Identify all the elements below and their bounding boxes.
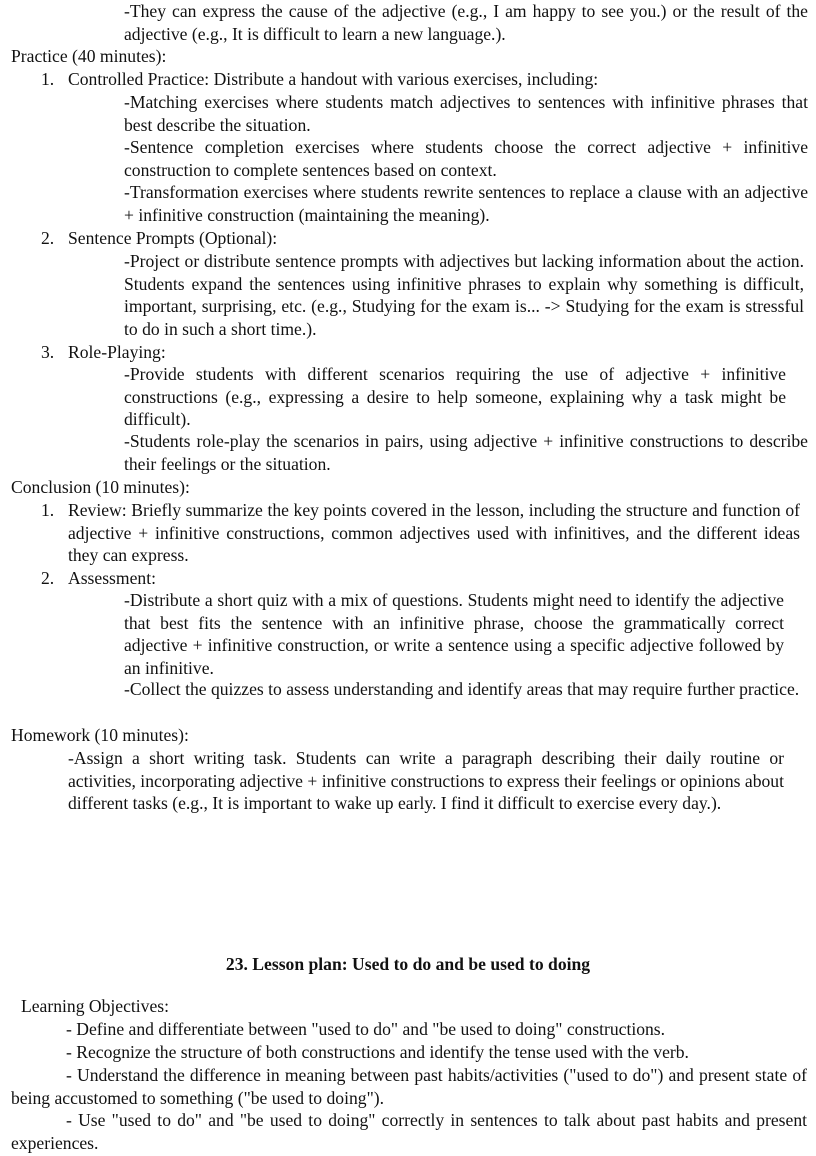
lesson-title: 23. Lesson plan: Used to do and be used to doing bbox=[225, 954, 591, 974]
conclusion-item-2-sub-1: -Distribute a short quiz with a mix of questions. Students might need to identify the adjective that best fits the sentence with an infinitive phrase, choose the grammatically correct adjective + infinitive construction, or write a sentence using a specific adjective followed by an infinitive. bbox=[124, 590, 784, 678]
practice-item-1-sub-1: -Matching exercises where students match adjectives to sentences with infinitive phrases that best describe the situation. bbox=[124, 92, 808, 135]
practice-item-2-number: 2. bbox=[41, 228, 55, 248]
practice-item-1-title: Controlled Practice: Distribute a handout with various exercises, including: bbox=[68, 69, 599, 89]
practice-item-1-sub-2: -Sentence completion exercises where students choose the correct adjective + infinitive construction to complete sentences based on context. bbox=[124, 137, 808, 180]
conclusion-item-2-number: 2. bbox=[41, 568, 55, 588]
practice-item-3-number: 3. bbox=[41, 342, 55, 362]
objectives-heading: Learning Objectives: bbox=[21, 996, 170, 1016]
objective-1: - Define and differentiate between "used to do" and "be used to doing" constructions. bbox=[66, 1019, 666, 1039]
practice-item-1-number: 1. bbox=[41, 69, 55, 89]
practice-item-1-sub-3: -Transformation exercises where students rewrite sentences to replace a clause with an adjective + infinitive construction (maintaining the meaning). bbox=[124, 182, 808, 225]
practice-item-2-title: Sentence Prompts (Optional): bbox=[68, 228, 278, 248]
objective-2: - Recognize the structure of both constructions and identify the tense used with the verb. bbox=[66, 1042, 689, 1062]
practice-item-3-title: Role-Playing: bbox=[68, 342, 166, 362]
conclusion-item-2-title: Assessment: bbox=[68, 568, 156, 588]
conclusion-item-1-text: Review: Briefly summarize the key points covered in the lesson, including the structure and function of adjective + infinitive constructions, common adjectives used with infinitives, and the different ideas they can express. bbox=[68, 500, 800, 566]
conclusion-heading: Conclusion (10 minutes): bbox=[11, 477, 190, 497]
practice-item-2-sub-1: -Project or distribute sentence prompts with adjectives but lacking information about the action. Students expand the sentences using infinitive phrases to explain why something is difficult, important, surprising, etc. (e.g., Studying for the exam is... -> Studying for the exam is stressful to do in such a short time.). bbox=[124, 251, 804, 339]
objective-4: - Use "used to do" and "be used to doing" correctly in sentences to talk about past habits and present experiences. bbox=[11, 1110, 807, 1153]
homework-heading: Homework (10 minutes): bbox=[11, 725, 189, 745]
intro-paragraph: -They can express the cause of the adjective (e.g., I am happy to see you.) or the result of the adjective (e.g., It is difficult to learn a new language.). bbox=[124, 1, 808, 44]
objective-3: - Understand the difference in meaning between past habits/activities ("used to do") and present state of being accustomed to something ("be used to doing"). bbox=[11, 1065, 807, 1108]
practice-item-3-sub-2: -Students role-play the scenarios in pairs, using adjective + infinitive constructions to describe their feelings or the situation. bbox=[124, 431, 808, 474]
conclusion-item-2-sub-2: -Collect the quizzes to assess understanding and identify areas that may require further practice. bbox=[124, 679, 800, 699]
practice-item-3-sub-1: -Provide students with different scenarios requiring the use of adjective + infinitive constructions (e.g., expressing a desire to help someone, explaining why a task might be difficult). bbox=[124, 364, 786, 430]
conclusion-item-1-number: 1. bbox=[41, 500, 55, 520]
homework-text: -Assign a short writing task. Students can write a paragraph describing their daily routine or activities, incorporating adjective + infinitive constructions to express their feelings or opinions about different tasks (e.g., It is important to wake up early. I find it difficult to exercise every day.). bbox=[68, 748, 784, 814]
practice-heading: Practice (40 minutes): bbox=[11, 46, 167, 66]
